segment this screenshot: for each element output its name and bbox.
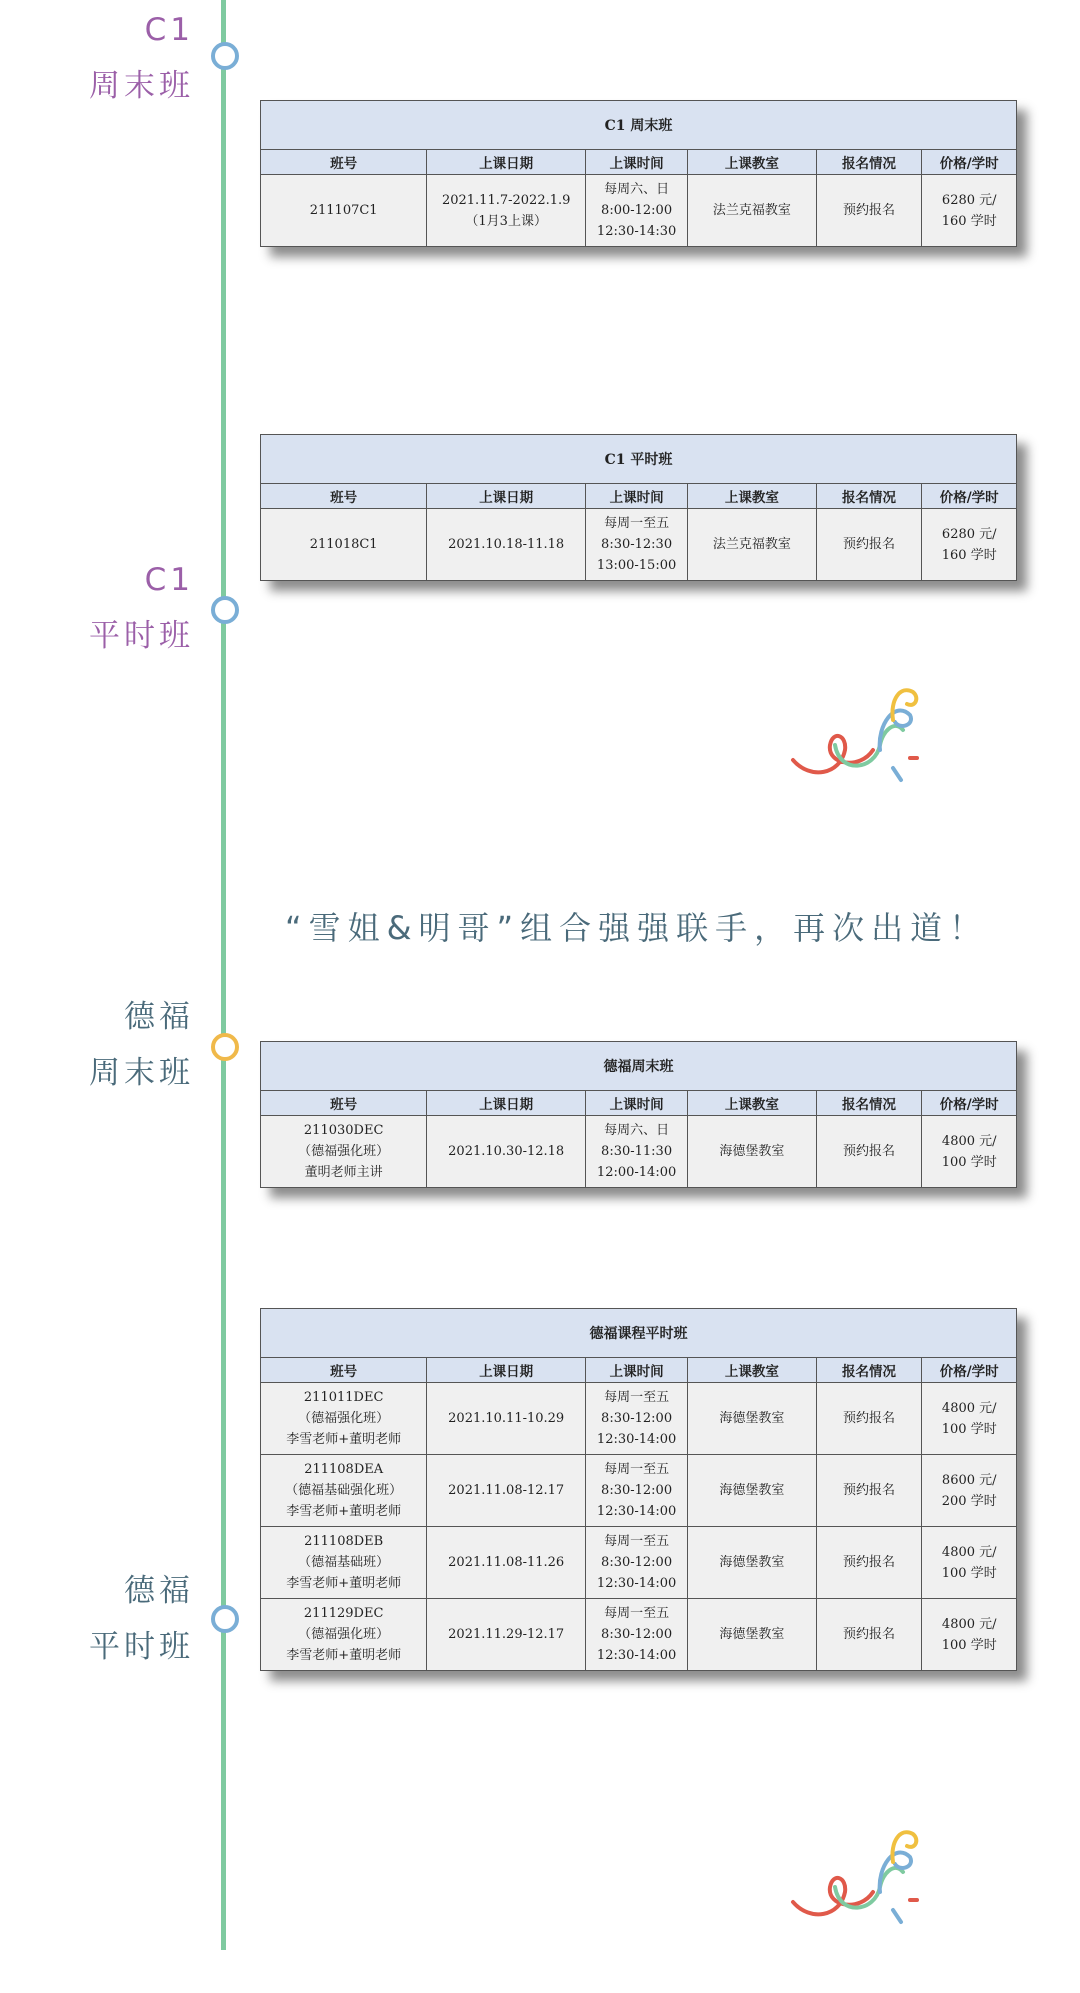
table-row (261, 1599, 1017, 1671)
column-header: 上课时间 (586, 1358, 688, 1383)
label-line2: 周末班 (89, 68, 194, 104)
table-cell: 6280 元/ 160 学时 (922, 175, 1017, 247)
table-header-row (261, 150, 1017, 175)
column-header: 上课教室 (688, 484, 817, 509)
table-row (261, 509, 1017, 581)
table-cell: 2021.11.08-11.26 (427, 1527, 586, 1599)
schedule-table (260, 1041, 1017, 1188)
table-cell: 2021.10.18-11.18 (427, 509, 586, 581)
column-header: 价格/学时 (922, 484, 1017, 509)
table-cell: 8600 元/ 200 学时 (922, 1455, 1017, 1527)
table-title: 德福课程平时班 (261, 1309, 1017, 1358)
column-header: 班号 (261, 1091, 427, 1116)
schedule-table-dsh-weekend (260, 1041, 1017, 1188)
table-cell: 每周一至五 8:30-12:30 13:00-15:00 (586, 509, 688, 581)
label-line2: 周末班 (89, 1055, 194, 1091)
table-cell: 4800 元/ 100 学时 (922, 1527, 1017, 1599)
timeline-dot-dsh-weekend (211, 1033, 239, 1061)
table-cell: 海德堡教室 (688, 1116, 817, 1188)
column-header: 价格/学时 (922, 150, 1017, 175)
decorative-squiggle (785, 1822, 925, 1932)
table-cell: 预约报名 (816, 1383, 922, 1455)
table-cell: 预约报名 (816, 1116, 922, 1188)
column-header: 报名情况 (816, 484, 922, 509)
table-cell: 每周一至五 8:30-12:00 12:30-14:00 (586, 1527, 688, 1599)
label-line2: 平时班 (89, 1629, 194, 1665)
table-row (261, 1527, 1017, 1599)
table-cell: 2021.11.7-2022.1.9 （1月3上课） (427, 175, 586, 247)
column-header: 上课时间 (586, 484, 688, 509)
column-header: 上课时间 (586, 150, 688, 175)
column-header: 班号 (261, 484, 427, 509)
table-cell: 海德堡教室 (688, 1455, 817, 1527)
table-cell: 海德堡教室 (688, 1599, 817, 1671)
table-cell: 法兰克福教室 (688, 509, 817, 581)
table-cell: 4800 元/ 100 学时 (922, 1383, 1017, 1455)
table-cell: 4800 元/ 100 学时 (922, 1116, 1017, 1188)
table-cell: 预约报名 (816, 1455, 922, 1527)
column-header: 上课日期 (427, 150, 586, 175)
column-header: 上课教室 (688, 1091, 817, 1116)
table-header-row (261, 1091, 1017, 1116)
label-line1: 德福 (124, 999, 194, 1035)
table-row (261, 1383, 1017, 1455)
table-cell: 211011DEC （德福强化班） 李雪老师+董明老师 (261, 1383, 427, 1455)
table-cell: 法兰克福教室 (688, 175, 817, 247)
table-cell: 2021.10.11-10.29 (427, 1383, 586, 1455)
table-cell: 6280 元/ 160 学时 (922, 509, 1017, 581)
column-header: 上课日期 (427, 484, 586, 509)
table-cell: 211030DEC （德福强化班） 董明老师主讲 (261, 1116, 427, 1188)
column-header: 报名情况 (816, 1358, 922, 1383)
table-cell: 预约报名 (816, 1527, 922, 1599)
decorative-squiggle (785, 680, 925, 790)
section-label-dsh-weekday (89, 1563, 194, 1675)
table-title: C1 周末班 (261, 101, 1017, 150)
column-header: 价格/学时 (922, 1358, 1017, 1383)
timeline-line (221, 0, 226, 1950)
label-line2: 平时班 (89, 618, 194, 654)
table-cell: 预约报名 (816, 1599, 922, 1671)
schedule-table (260, 1308, 1017, 1671)
table-title: C1 平时班 (261, 435, 1017, 484)
table-cell: 211018C1 (261, 509, 427, 581)
column-header: 上课日期 (427, 1358, 586, 1383)
label-line1: C1 (144, 12, 194, 48)
column-header: 上课日期 (427, 1091, 586, 1116)
table-cell: 预约报名 (816, 509, 922, 581)
column-header: 报名情况 (816, 150, 922, 175)
column-header: 报名情况 (816, 1091, 922, 1116)
column-header: 上课教室 (688, 1358, 817, 1383)
schedule-table-dsh-weekday (260, 1308, 1017, 1671)
table-cell: 211107C1 (261, 175, 427, 247)
timeline-dot-c1-weekday (211, 596, 239, 624)
label-line1: C1 (144, 562, 194, 598)
table-row (261, 175, 1017, 247)
column-header: 上课时间 (586, 1091, 688, 1116)
table-cell: 211129DEC （德福强化班） 李雪老师+董明老师 (261, 1599, 427, 1671)
table-header-row (261, 484, 1017, 509)
table-title: 德福周末班 (261, 1042, 1017, 1091)
schedule-table-c1-weekend (260, 100, 1017, 247)
timeline-dot-dsh-weekday (211, 1605, 239, 1633)
table-cell: 每周一至五 8:30-12:00 12:30-14:00 (586, 1599, 688, 1671)
section-label-c1-weekday (89, 552, 194, 664)
table-row (261, 1116, 1017, 1188)
table-header-row (261, 1358, 1017, 1383)
table-cell: 每周六、日 8:30-11:30 12:00-14:00 (586, 1116, 688, 1188)
label-line1: 德福 (124, 1573, 194, 1609)
table-cell: 每周一至五 8:30-12:00 12:30-14:00 (586, 1455, 688, 1527)
table-cell: 211108DEB （德福基础班） 李雪老师+董明老师 (261, 1527, 427, 1599)
section-label-c1-weekend (89, 2, 194, 114)
column-header: 班号 (261, 1358, 427, 1383)
section-label-dsh-weekend (89, 989, 194, 1101)
table-cell: 海德堡教室 (688, 1383, 817, 1455)
table-cell: 每周六、日 8:00-12:00 12:30-14:30 (586, 175, 688, 247)
table-cell: 2021.11.29-12.17 (427, 1599, 586, 1671)
table-cell: 2021.10.30-12.18 (427, 1116, 586, 1188)
schedule-table (260, 434, 1017, 581)
schedule-table-c1-weekday (260, 434, 1017, 581)
table-cell: 2021.11.08-12.17 (427, 1455, 586, 1527)
column-header: 上课教室 (688, 150, 817, 175)
column-header: 班号 (261, 150, 427, 175)
table-cell: 每周一至五 8:30-12:00 12:30-14:00 (586, 1383, 688, 1455)
column-header: 价格/学时 (922, 1091, 1017, 1116)
table-cell: 4800 元/ 100 学时 (922, 1599, 1017, 1671)
timeline-dot-c1-weekend (211, 42, 239, 70)
schedule-table (260, 100, 1017, 247)
table-cell: 预约报名 (816, 175, 922, 247)
table-cell: 海德堡教室 (688, 1527, 817, 1599)
table-row (261, 1455, 1017, 1527)
table-cell: 211108DEA （德福基础强化班） 李雪老师+董明老师 (261, 1455, 427, 1527)
motto-text: “雪姐&明哥”组合强强联手，再次出道！ (285, 909, 989, 947)
